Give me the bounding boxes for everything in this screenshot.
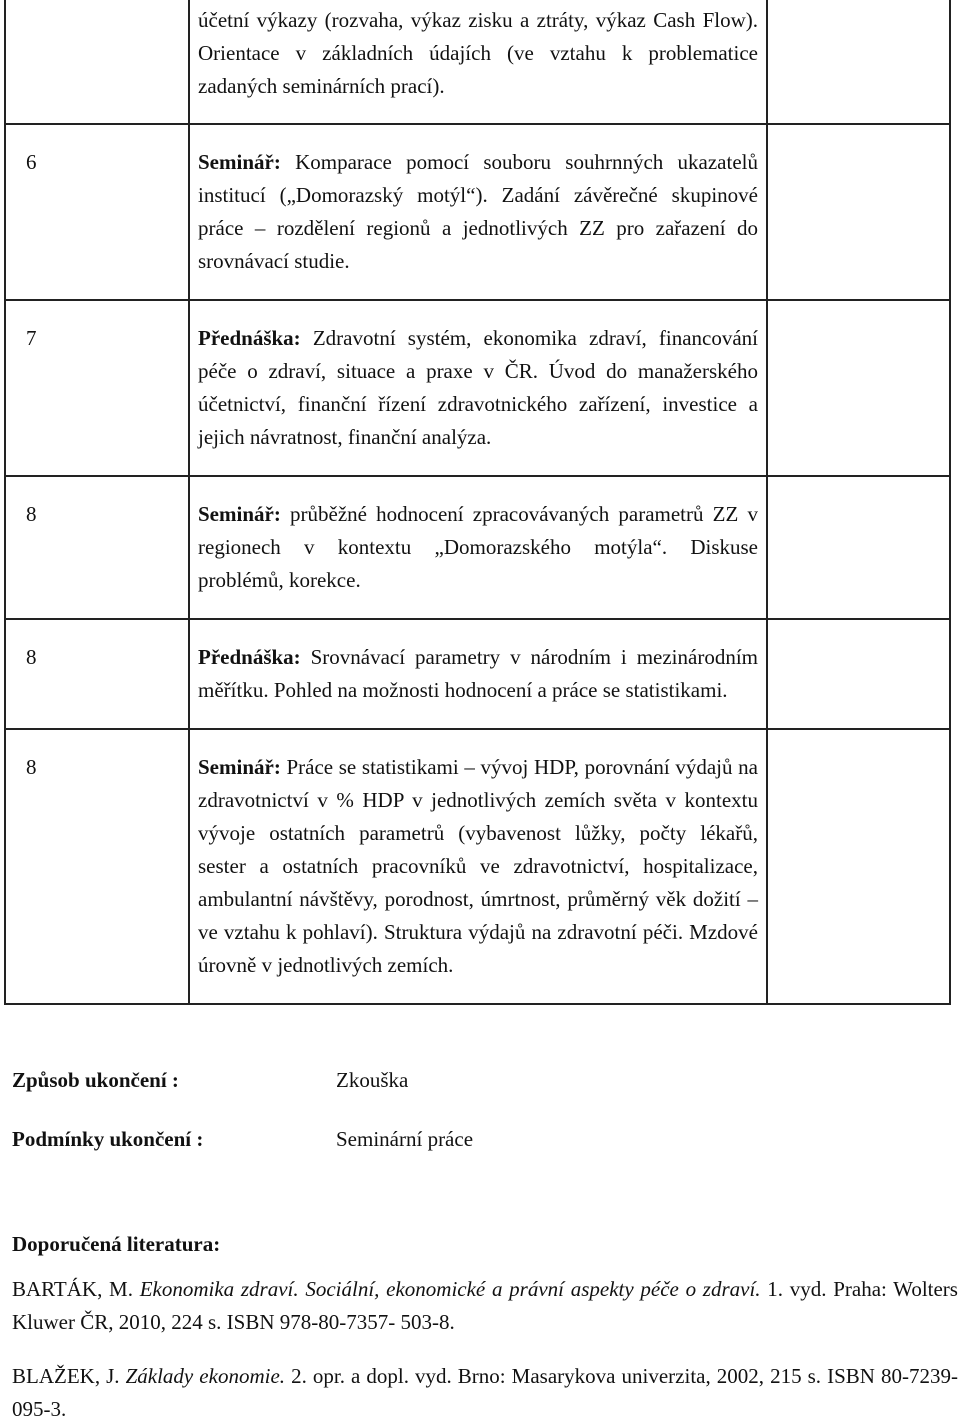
ref-title: Základy ekonomie. xyxy=(125,1364,286,1388)
completion-method-value: Zkouška xyxy=(336,1068,409,1092)
ref-title: Ekonomika zdraví. Sociální, ekonomické a právní aspekty péče o zdraví. xyxy=(139,1277,761,1301)
table-row xyxy=(5,0,950,124)
session-type: Přednáška: xyxy=(198,326,301,350)
literature-reference xyxy=(12,1360,958,1426)
topic-text: průběžné hodnocení zpracovávaných parametrů ZZ v regionech v kontextu „Domorazského motýla“. Diskuse problémů, korekce. xyxy=(198,502,758,592)
topic-cell xyxy=(189,0,767,124)
completion-conditions-label: Podmínky ukončení : xyxy=(12,1127,204,1151)
topic-text: Zdravotní systém, ekonomika zdraví, financování péče o zdraví, situace a praxe v ČR. Úvod do manažerského účetnictví, finanční řízení zdravotnického zařízení, investice a jejich návratnost, finanční analýza. xyxy=(198,326,758,449)
table-row xyxy=(5,729,950,1004)
completion-method xyxy=(12,1068,408,1093)
topic-cell xyxy=(189,619,767,729)
completion-conditions-value: Seminární práce xyxy=(336,1127,474,1151)
empty-cell xyxy=(767,476,950,619)
empty-cell xyxy=(767,729,950,1004)
completion-conditions xyxy=(12,1127,473,1152)
table-row xyxy=(5,124,950,300)
topic-text: Srovnávací parametry v národním i mezinárodním měřítku. Pohled na možnosti hodnocení a práce se statistikami. xyxy=(198,645,758,702)
empty-cell xyxy=(767,300,950,476)
empty-cell xyxy=(767,0,950,124)
week-cell: 8 xyxy=(5,476,189,619)
table-row xyxy=(5,619,950,729)
week-cell: 8 xyxy=(5,729,189,1004)
completion-method-label: Způsob ukončení : xyxy=(12,1068,179,1092)
week-cell: 7 xyxy=(5,300,189,476)
topic-text: Komparace pomocí souboru souhrnných ukazatelů institucí („Domorazský motýl“). Zadání závěrečné skupinové práce – rozdělení regionů a jednotlivých ZZ pro zařazení do srovnávací studie. xyxy=(198,150,758,273)
literature-heading: Doporučená literatura: xyxy=(12,1232,221,1256)
empty-cell xyxy=(767,619,950,729)
topic-cell xyxy=(189,124,767,300)
session-type: Přednáška: xyxy=(198,645,301,669)
ref-details: 2. opr. a dopl. vyd. Brno: Masarykova univerzita, 2002, 215 s. ISBN 80-7239-095-3. xyxy=(12,1364,958,1421)
week-cell: 6 xyxy=(5,124,189,300)
ref-details: 1. vyd. Praha: Wolters Kluwer ČR, 2010, 224 s. ISBN 978-80-7357- 503-8. xyxy=(12,1277,958,1334)
session-type: Seminář: xyxy=(198,502,281,526)
topic-text: účetní výkazy (rozvaha, výkaz zisku a ztráty, výkaz Cash Flow). Orientace v základních údajích (ve vztahu k problematice zadaných seminárních prací). xyxy=(198,8,758,98)
session-type: Seminář: xyxy=(198,755,281,779)
literature-reference xyxy=(12,1273,958,1339)
topic-cell xyxy=(189,300,767,476)
session-type: Seminář: xyxy=(198,150,281,174)
empty-cell xyxy=(767,124,950,300)
ref-author: BARTÁK, M. xyxy=(12,1277,140,1301)
week-cell xyxy=(5,0,189,124)
topic-cell xyxy=(189,729,767,1004)
course-schedule-table xyxy=(4,0,951,1005)
table-row xyxy=(5,300,950,476)
ref-author: BLAŽEK, J. xyxy=(12,1364,126,1388)
topic-cell xyxy=(189,476,767,619)
topic-text: Práce se statistikami – vývoj HDP, porovnání výdajů na zdravotnictví v % HDP v jednotlivých zemích světa v kontextu vývoje ostatních parametrů (vybavenost lůžky, počty lékařů, sester a ostatních pracovníků ve zdravotnictví, hospitalizace, ambulantní návštěvy, porodnost, úmrtnost, průměrný věk dožití – ve vztahu k pohlaví). Struktura výdajů na zdravotní péči. Mzdové úrovně v jednotlivých zemích. xyxy=(198,755,758,977)
table-row xyxy=(5,476,950,619)
week-cell: 8 xyxy=(5,619,189,729)
